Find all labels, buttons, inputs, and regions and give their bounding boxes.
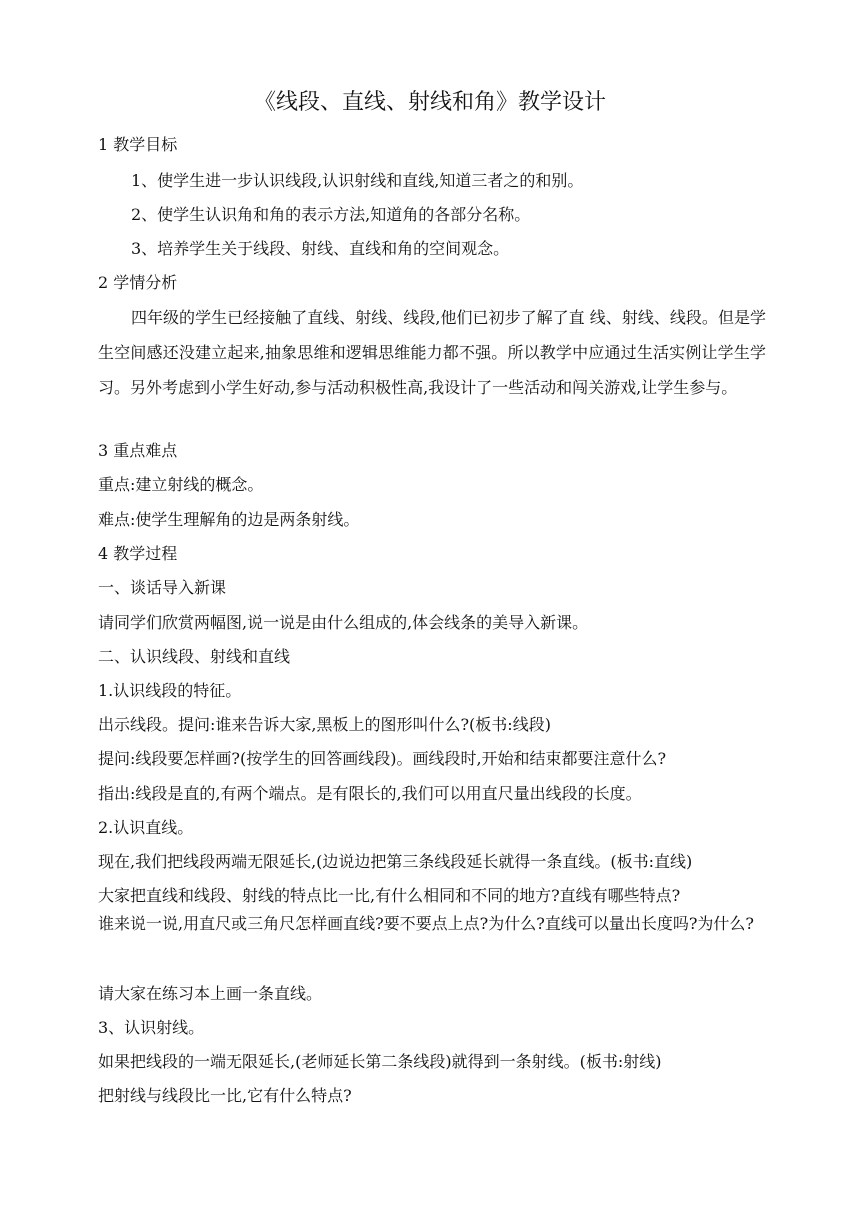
section-heading-process: 4 教学过程	[98, 544, 178, 563]
ray-text-1: 如果把线段的一端无限延长,(老师延长第二条线段)就得到一条射线。(板书:射线)	[98, 1052, 662, 1071]
intro-text: 请同学们欣赏两幅图,说一说是由什么组成的,体会线条的美导入新课。	[98, 613, 589, 632]
goal-item-2: 2、使学生认识角和角的表示方法,知道角的各部分名称。	[131, 205, 531, 224]
ray-text-2: 把射线与线段比一比,它有什么特点?	[98, 1086, 352, 1105]
line-text-2: 大家把直线和线段、射线的特点比一比,有什么相同和不同的地方?直线有哪些特点?	[98, 886, 681, 905]
part-heading-lines: 二、认识线段、射线和直线	[98, 647, 291, 666]
step-heading-line: 2.认识直线。	[98, 818, 194, 837]
goal-item-1: 1、使学生进一步认识线段,认识射线和直线,知道三者之的和别。	[131, 171, 584, 190]
line-text-3: 谁来说一说,用直尺或三角尺怎样画直线?要不要点上点?为什么?直线可以量出长度吗?为什么?	[98, 914, 754, 933]
segment-text-3: 指出:线段是直的,有两个端点。是有限长的,我们可以用直尺量出线段的长度。	[98, 784, 642, 803]
document-title: 《线段、直线、射线和角》教学设计	[253, 90, 606, 115]
segment-text-2: 提问:线段要怎样画?(按学生的回答画线段)。画线段时,开始和结束都要注意什么?	[98, 749, 667, 768]
step-heading-ray: 3、认识射线。	[98, 1018, 205, 1037]
line-text-1: 现在,我们把线段两端无限延长,(边说边把第三条线段延长就得一条直线。(板书:直线)	[98, 852, 693, 871]
analysis-paragraph: 四年级的学生已经接触了直线、射线、线段,他们已初步了解了直 线、射线、线段。但是学生空间感还没建立起来,抽象思维和逻辑思维能力都不强。所以教学中应通过生活实例让学生学习。另外考虑到小学生好动,参与活动积极性高,我设计了一些活动和闯关游戏,让学生参与。	[98, 308, 766, 397]
step-heading-segment: 1.认识线段的特征。	[98, 681, 242, 700]
part-heading-intro: 一、谈话导入新课	[98, 578, 227, 597]
section-heading-key-points: 3 重点难点	[98, 441, 178, 460]
difficulty-text: 难点:使学生理解角的边是两条射线。	[98, 510, 360, 529]
section-heading-analysis: 2 学情分析	[98, 273, 178, 292]
key-point-text: 重点:建立射线的概念。	[98, 475, 264, 494]
line-text-4: 请大家在练习本上画一条直线。	[98, 984, 323, 1003]
goal-item-3: 3、培养学生关于线段、射线、直线和角的空间观念。	[131, 239, 510, 258]
section-heading-goals: 1 教学目标	[98, 135, 178, 154]
segment-text-1: 出示线段。提问:谁来告诉大家,黑板上的图形叫什么?(板书:线段)	[98, 715, 551, 734]
